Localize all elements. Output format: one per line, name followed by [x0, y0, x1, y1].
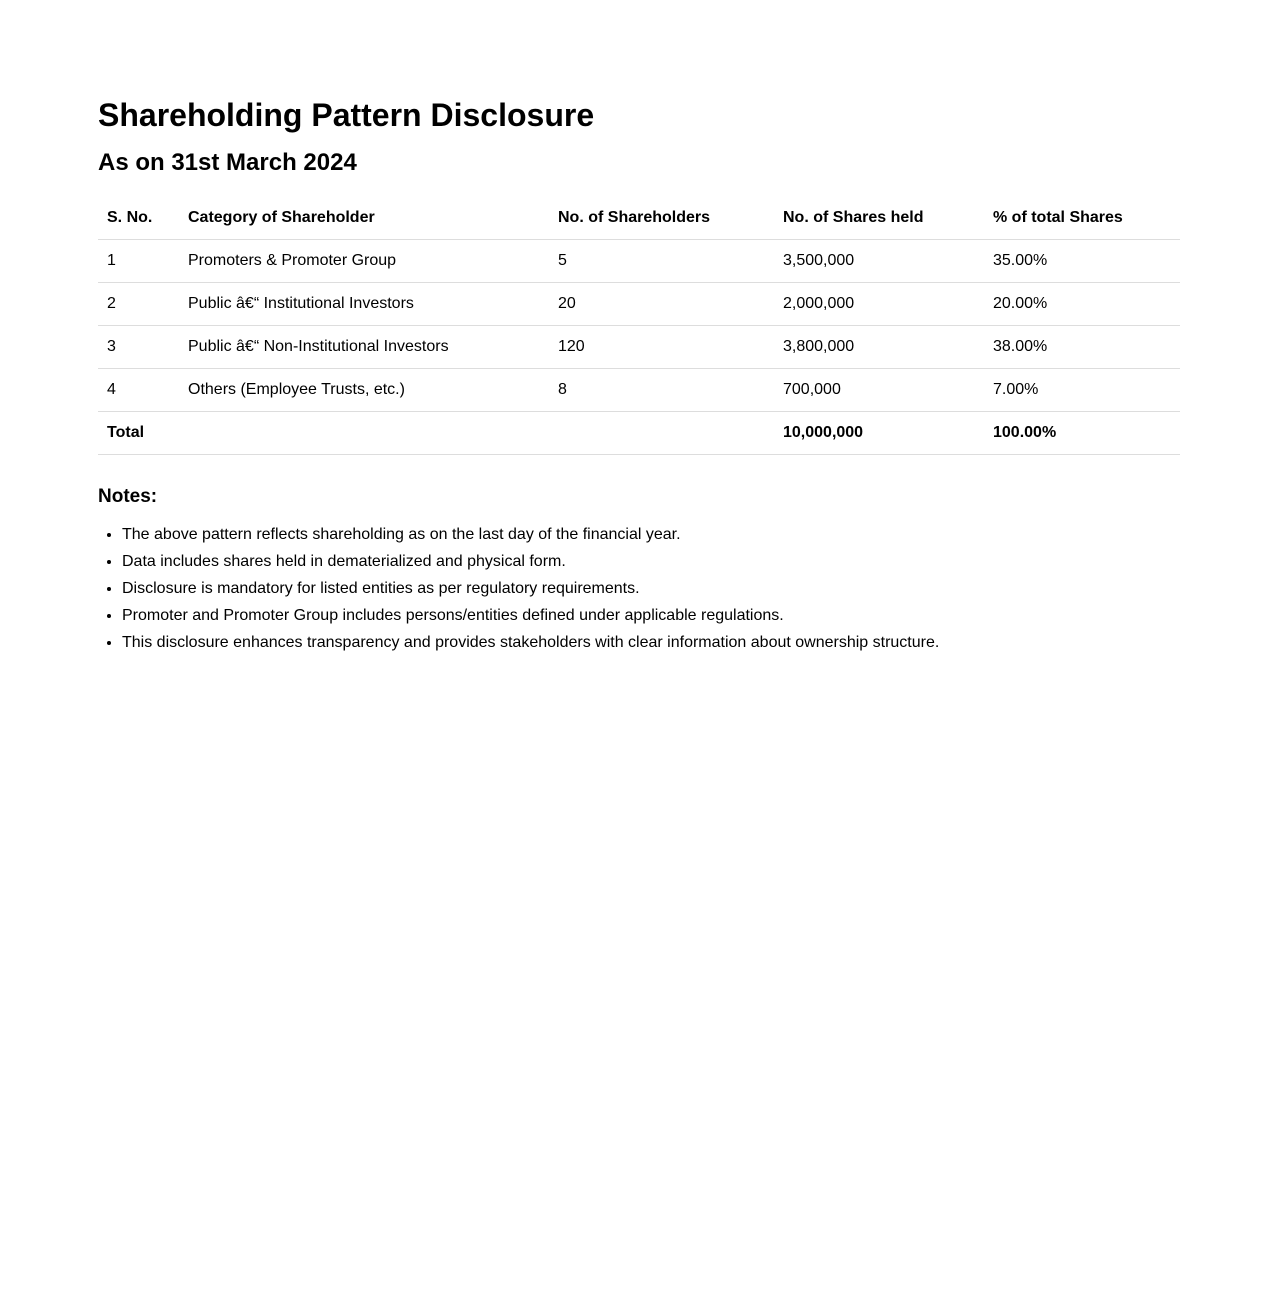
header-s-no: S. No. [98, 197, 179, 240]
table-total-row [98, 412, 1180, 455]
shareholding-table [98, 197, 1180, 455]
note-item: • Disclosure is mandatory for listed entities as per regulatory requirements. [122, 579, 1180, 598]
cell-category: Public â€“ Institutional Investors [179, 283, 549, 326]
note-item: • Promoter and Promoter Group includes persons/entities defined under applicable regulations. [122, 606, 1180, 625]
cell-percent: 7.00% [984, 369, 1180, 412]
cell-shares-held: 3,800,000 [774, 326, 984, 369]
header-shareholders: No. of Shareholders [549, 197, 774, 240]
cell-shareholders: 5 [549, 240, 774, 283]
cell-shares-held: 2,000,000 [774, 283, 984, 326]
cell-shareholders: 20 [549, 283, 774, 326]
table-row [98, 326, 1180, 369]
cell-category: Others (Employee Trusts, etc.) [179, 369, 549, 412]
cell-percent: 38.00% [984, 326, 1180, 369]
notes-list [98, 525, 1180, 652]
cell-s-no: 1 [98, 240, 179, 283]
note-item: • This disclosure enhances transparency and provides stakeholders with clear information about ownership structure. [122, 633, 1180, 652]
header-percent: % of total Shares [984, 197, 1180, 240]
total-empty-category [179, 412, 549, 455]
cell-s-no: 3 [98, 326, 179, 369]
total-shares: 10,000,000 [774, 412, 984, 455]
header-shares-held: No. of Shares held [774, 197, 984, 240]
note-item: • The above pattern reflects shareholding as on the last day of the financial year. [122, 525, 1180, 544]
note-item: • Data includes shares held in dematerialized and physical form. [122, 552, 1180, 571]
notes-heading: Notes: [98, 486, 158, 507]
table-row [98, 283, 1180, 326]
total-empty-shareholders [549, 412, 774, 455]
cell-shareholders: 8 [549, 369, 774, 412]
total-percent: 100.00% [984, 412, 1180, 455]
cell-category: Public â€“ Non-Institutional Investors [179, 326, 549, 369]
cell-category: Promoters & Promoter Group [179, 240, 549, 283]
table-row [98, 369, 1180, 412]
cell-percent: 35.00% [984, 240, 1180, 283]
cell-s-no: 2 [98, 283, 179, 326]
page-title: Shareholding Pattern Disclosure [98, 97, 595, 133]
cell-shares-held: 700,000 [774, 369, 984, 412]
header-category: Category of Shareholder [179, 197, 549, 240]
cell-shareholders: 120 [549, 326, 774, 369]
cell-percent: 20.00% [984, 283, 1180, 326]
cell-shares-held: 3,500,000 [774, 240, 984, 283]
table-header-row [98, 197, 1180, 240]
table-row [98, 240, 1180, 283]
cell-s-no: 4 [98, 369, 179, 412]
total-label: Total [98, 412, 179, 455]
page-subtitle: As on 31st March 2024 [98, 149, 357, 176]
